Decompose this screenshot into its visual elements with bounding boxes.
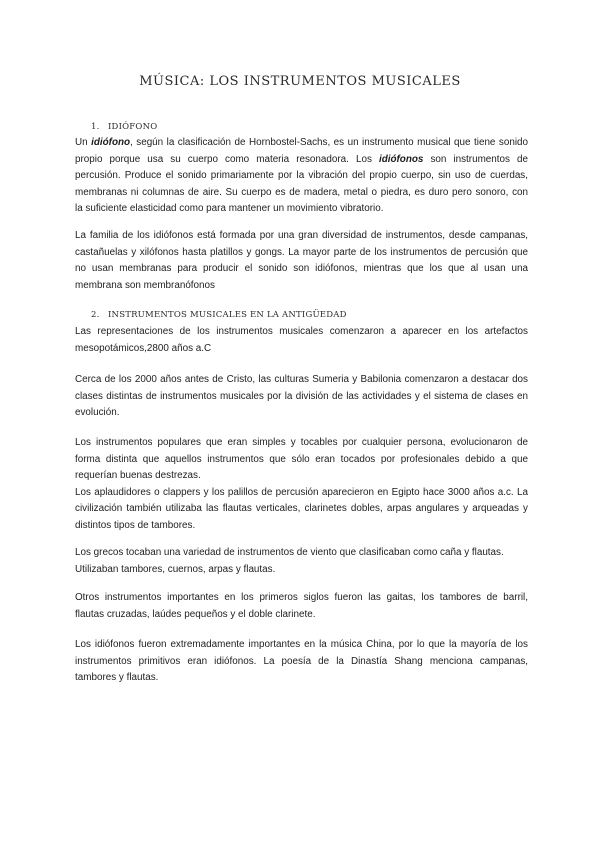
section-number: 1.	[91, 122, 100, 132]
paragraph-idiofono-family	[75, 228, 528, 294]
section-number: 2.	[91, 310, 100, 320]
text-line: requerían buenas destrezas.	[75, 470, 201, 481]
text-line: Los aplaudidores o clappers y los palillos de percusión aparecieron en Egipto hace 3000 años a.c. La	[75, 486, 528, 498]
text-line: Cerca de los 2000 años antes de Cristo, las culturas Sumeria y Babilonia comenzaron a destacar dos	[75, 374, 528, 385]
text-line: propio porque usa su cuerpo como materia resonadora. Los idiófonos son instrumentos de	[75, 153, 528, 165]
text-line: instrumentos primitivos eran idiófonos. La poesía de la Dinastía Shang menciona campanas,	[75, 655, 528, 667]
text-line: percusión. Produce el sonido primariamente por la vibración del propio cuerpo, sin uso de cuerdas,	[75, 170, 528, 181]
text-line: La familia de los idiófonos está formada por una gran diversidad de instrumentos, desde campanas,	[75, 230, 528, 241]
text-line: clases distintas de instrumentos musicales por la división de las actividades y el sistema de clases en	[75, 390, 528, 402]
section-heading-text: IDIÓFONO	[108, 122, 158, 132]
emphasis-term: idiófono	[91, 137, 131, 148]
paragraph-instrumentos-populares	[75, 435, 528, 534]
text-line: castañuelas y xilófonos hasta platillos y gongs. La mayor parte de los instrumentos de percusión que	[75, 246, 528, 258]
paragraph-grecos	[75, 545, 528, 578]
section-heading-text: INSTRUMENTOS MUSICALES EN LA ANTIGÜEDAD	[108, 310, 347, 320]
text-line: membrana son membranófonos	[75, 279, 215, 291]
text-line: Los instrumentos populares que eran simples y tocables por cualquier persona, evolucionaron de	[75, 437, 528, 448]
text-line: evolución.	[75, 407, 120, 418]
text-line: flautas cruzadas, laúdes pequeños y el doble clarinete.	[75, 608, 316, 620]
text-line: Utilizaban tambores, cuernos, arpas y flautas.	[75, 563, 276, 575]
paragraph-mesopotamia	[75, 324, 528, 357]
text-line: Un idiófono, según la clasificación de Hornbostel-Sachs, es un instrumento musical que tiene sonido	[75, 137, 528, 148]
page-title: MÚSICA: LOS INSTRUMENTOS MUSICALES	[139, 74, 461, 89]
text-line: Las representaciones de los instrumentos musicales comenzaron a aparecer en los artefactos	[75, 326, 528, 337]
paragraph-primeros-siglos	[75, 590, 528, 623]
text-line: no usan membranas para producir el sonido son idiófonos, mientras que los que al usan una	[75, 263, 528, 274]
emphasis-term: idiófonos	[378, 153, 424, 165]
paragraph-sumeria-babilonia	[75, 372, 528, 422]
text-line: Otros instrumentos importantes en los primeros siglos fueron las gaitas, los tambores de barril,	[75, 592, 528, 603]
text-line: la suficiente elasticidad como para mantener un movimiento vibratorio.	[75, 203, 384, 214]
text-line: membranas ni columnas de aire. Su cuerpo es de madera, metal o piedra, es duro pero sonoro, con	[75, 186, 528, 198]
text-line: civilización también utilizaba las flautas verticales, clarinetes dobles, arpas angulares y arqueadas y	[75, 503, 528, 514]
text-line: mesopotámicos,2800 años a.C	[75, 342, 212, 354]
paragraph-musica-china	[75, 637, 528, 687]
text-line: tambores y flautas.	[75, 672, 159, 683]
text-line: Los idiófonos fueron extremadamente importantes en la música China, por lo que la mayoría de los	[75, 639, 528, 650]
text-line: forma distinta que aquellos instrumentos que sólo eran tocados por profesionales debido a que	[75, 453, 528, 465]
section-heading-idiofono	[91, 122, 157, 132]
paragraph-idiofono-definition	[75, 135, 528, 218]
text-line: Los grecos tocaban una variedad de instrumentos de viento que clasificaban como caña y flautas.	[75, 547, 504, 558]
text-line: distintos tipos de tambores.	[75, 519, 196, 531]
section-heading-antiguedad	[91, 310, 347, 320]
